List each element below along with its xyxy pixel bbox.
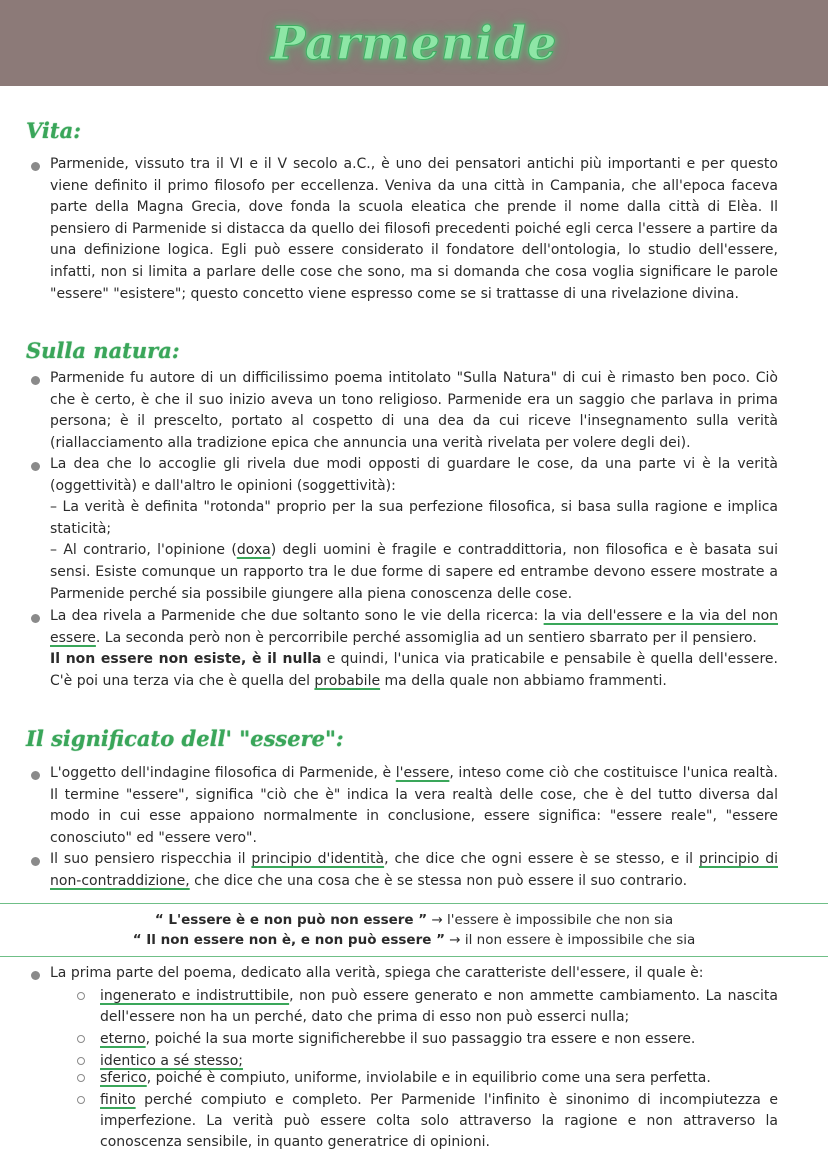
sub-bullet	[77, 1074, 85, 1082]
significato-bullet-2: Il suo pensiero rispecchia il principio d'identità, che dice che ogni essere è se stesso, e il principio di non-contraddizione, che dice che una cosa che è se stessa non può essere il suo contrario.	[50, 851, 778, 889]
natura-bullet-2: La dea che lo accoglie gli rivela due modi opposti di guardare le cose, da una parte vi è la verità (oggettività) e dall'altro le opinioni (soggettività): – La verità è definita "rotonda" proprio per la sua perfezione filosofica, si basa sulla ragione e implica staticità; – Al contrario, l'opinione (doxa) degli uomini è fragile e contraddittoria, non filosofica e è basata sui sensi. Esiste comunque un rapporto tra le due forme di sapere ed entrambe devono essere mostrate a Parmenide perché sia possibile giungere alla piena conoscenza delle cose.	[50, 456, 778, 602]
bullet-dot	[31, 857, 40, 866]
bullet-dot	[31, 162, 40, 171]
heading-vita: Vita:	[26, 118, 81, 143]
divider-top	[0, 903, 828, 904]
vita-paragraph: Parmenide, vissuto tra il VI e il V secolo a.C., è uno dei pensatori antichi più importanti e per questo viene definito il primo filosofo per eccellenza. Veniva da una città in Campania, che all'epoca faceva parte della Magna Grecia, dove fonda la scuola eleatica che prende il nome dalla città di Elèa. Il pensiero di Parmenide si distacca da quello dei filosofi precedenti poiché egli cerca l'essere a partire da una definizione logica. Egli può essere considerato il fondatore dell'ontologia, lo studio dell'essere, infatti, non si limita a parlare delle cose che sono, ma si domanda che cosa voglia significare le parole "essere" "esistere"; questo concetto viene espresso come se si trattasse di una rivelazione divina.	[50, 156, 778, 302]
bullet-dot	[31, 971, 40, 980]
parte-intro: La prima parte del poema, dedicato alla verità, spiega che caratteriste dell'essere, il quale è:	[50, 965, 704, 981]
property-identico: identico a sé stesso;	[100, 1053, 244, 1069]
sub-bullet	[77, 1057, 85, 1065]
natura-bullet-3: La dea rivela a Parmenide che due soltanto sono le vie della ricerca: la via dell'essere e la via del non essere. La seconda però non è percorribile perché assomiglia ad un sentiero sbarrato per il pensiero. Il non essere non esiste, è il nulla e quindi, l'unica via praticabile e pensabile è quella dell'essere. C'è poi una terza via che è quella del probabile ma della quale non abbiamo frammenti.	[50, 608, 779, 689]
significato-bullet-1: L'oggetto dell'indagine filosofica di Parmenide, è l'essere, inteso come ciò che costituisce l'unica realtà. Il termine "essere", significa "ciò che è" indica la vera realtà delle cose, che è del tutto diversa dal modo in cui esse appaiono normalmente in conclusione, essere significa: "essere reale", "essere conosciuto" ed "essere vero".	[50, 765, 778, 846]
bullet-dot	[31, 462, 40, 471]
quote-line-1: “ L'essere è e non può non essere ” → l'essere è impossibile che non sia	[154, 912, 674, 928]
title-banner	[0, 0, 828, 86]
page-title: Parmenide	[270, 16, 558, 70]
quote-line-2: “ Il non essere non è, e non può essere ” → il non essere è impossibile che sia	[132, 932, 696, 948]
sub-bullet	[77, 1096, 85, 1104]
sub-bullet	[77, 1035, 85, 1043]
bullet-dot	[31, 376, 40, 385]
heading-significato: Il significato dell' "essere":	[26, 726, 344, 751]
divider-bottom	[0, 956, 828, 957]
property-eterno: eterno, poiché la sua morte significherebbe il suo passaggio tra essere e non essere.	[100, 1031, 696, 1047]
bullet-dot	[31, 614, 40, 623]
heading-sulla-natura: Sulla natura:	[26, 338, 180, 363]
natura-bullet-1: Parmenide fu autore di un difficilissimo poema intitolato "Sulla Natura" di cui è rimasto ben poco. Ciò che è certo, è che il suo inizio aveva un tono religioso. Parmenide era un saggio che parlava in prima persona; è il prescelto, portato al cospetto di una dea da cui riceve l'insegnamento sulla verità (riallacciamento alla tradizione epica che annuncia una verità rivelata per volere degli dei).	[50, 370, 778, 451]
property-sferico: sferico, poiché è compiuto, uniforme, inviolabile e in equilibrio come una sera perfetta.	[100, 1070, 711, 1086]
property-ingenerato: ingenerato e indistruttibile, non può essere generato e non ammette cambiamento. La nascita dell'essere non ha un perché, dato che prima di esso non può esserci nulla;	[100, 988, 778, 1025]
property-finito: finito perché compiuto e completo. Per Parmenide l'infinito è sinonimo di incompiutezza e imperfezione. La verità può essere colta solo attraverso la ragione e non attraverso la conoscenza sensibile, in quanto generatrice di opinioni.	[100, 1092, 778, 1150]
sub-bullet	[77, 992, 85, 1000]
bullet-dot	[31, 771, 40, 780]
